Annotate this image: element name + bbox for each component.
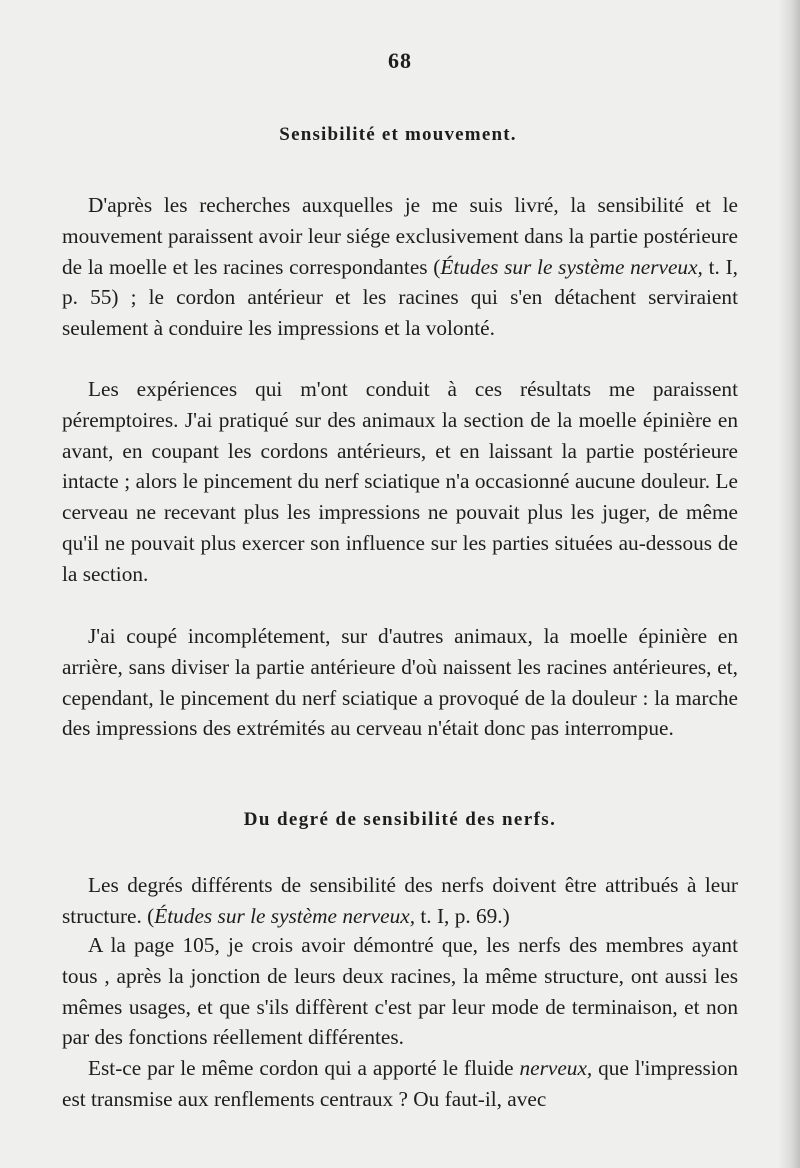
paragraph-5-text: A la page 105, je crois avoir démontré que, les nerfs des membres ayant tous , après la jonction de leurs deux racines, la même structure, ont aussi les mêmes usages, et que s'ils diffèrent c'est par leur mode de terminaison, et non par des fonctions réellement différentes. — [62, 933, 738, 1050]
paragraph-2 — [62, 374, 738, 590]
paragraph-6-emphasis: nerveux, — [519, 1056, 593, 1080]
paragraph-4-text-a: Les degrés différents de sensibilité des nerfs doivent être attribués à leur structure. ( — [62, 873, 738, 928]
page-number: 68 — [388, 48, 412, 73]
paragraph-1-text-a: D'après les recherches auxquelles je me suis livré, la sensibilité et le mouvement paraissent avoir leur siége exclusivement dans la partie postérieure de la moelle et les racines correspondantes ( — [62, 193, 738, 279]
paragraph-6 — [62, 1053, 738, 1115]
paragraph-5 — [62, 930, 738, 1053]
paragraph-1 — [62, 190, 738, 344]
paragraph-4-citation-title: Études sur le système nerveux, — [154, 903, 416, 928]
section-heading-degre-sensibilite: Du degré de sensibilité des nerfs. — [243, 809, 557, 830]
paragraph-3-text: J'ai coupé incomplétement, sur d'autres animaux, la moelle épinière en arrière, sans diviser la partie antérieure d'où naissent les racines antérieures, et, cependant, le pincement du nerf sciatique a provoqué de la douleur : la marche des impressions des extrémités au cerveau n'était donc pas interrompue. — [62, 624, 738, 741]
paragraph-4-text-b: t. I, p. 69.) — [415, 903, 510, 928]
paragraph-1-citation-title: Études sur le système nerveux, — [440, 254, 703, 279]
paragraph-4 — [62, 870, 738, 932]
section-heading-sensibilite-mouvement: Sensibilité et mouvement. — [279, 124, 517, 145]
paragraph-6-text-b: que l'impression est transmise aux renflements centraux ? Ou faut-il, avec — [62, 1056, 738, 1111]
paragraph-1-text-b: t. I, p. 55) ; le cordon antérieur et les racines qui s'en détachent serviraient seulement à conduire les impressions et la volonté. — [62, 254, 738, 341]
paragraph-6-text-a: Est-ce par le même cordon qui a apporté le fluide — [88, 1056, 520, 1080]
paragraph-2-text: Les expériences qui m'ont conduit à ces résultats me paraissent péremptoires. J'ai pratiqué sur des animaux la section de la moelle épinière en avant, en coupant les cordons antérieurs, et en laissant la partie postérieure intacte ; alors le pincement du nerf sciatique n'a occasionné aucune douleur. Le cerveau ne recevant plus les impressions ne pouvait plus les juger, de même qu'il ne pouvait plus exercer son influence sur les parties situées au-dessous de la section. — [62, 377, 738, 586]
paragraph-3 — [62, 621, 738, 744]
page-edge-shadow — [778, 0, 800, 1168]
